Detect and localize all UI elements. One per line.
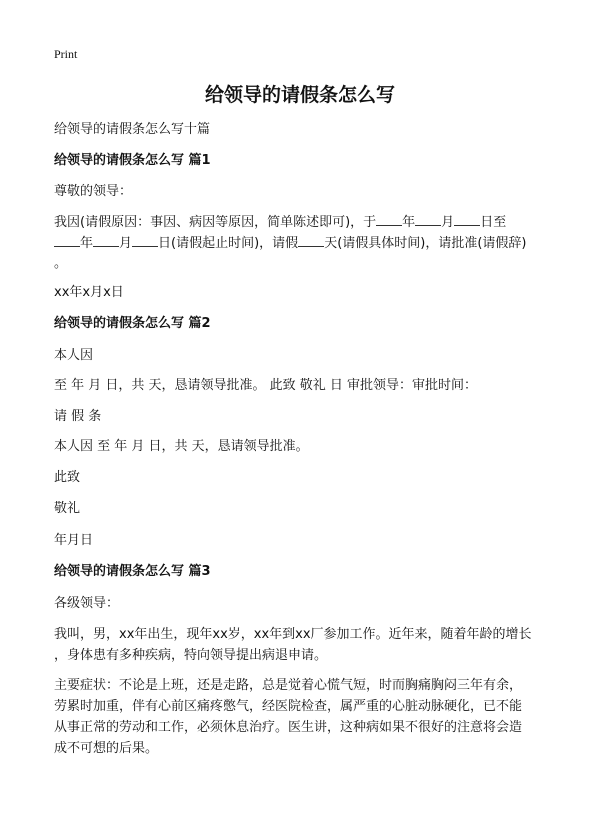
fill-blank: [298, 232, 324, 247]
section3-para1-line: ，身体患有多种疾病，特向领导提出病退申请。: [54, 648, 328, 663]
section3-para2-line: 劳累时加重，伴有心前区痛疼憋气，经医院检查，属严重的心脏动脉硬化，已不能: [54, 699, 523, 714]
document-title: 给领导的请假条怎么写: [204, 84, 395, 106]
section1-greeting: 尊敬的领导：: [54, 184, 133, 199]
section-heading-2: 给领导的请假条怎么写 篇2: [54, 316, 211, 331]
section3-para1-line: 我叫，男，xx年出生，现年xx岁，xx年到xx厂参加工作。近年来，随着年龄的增长: [54, 627, 532, 642]
section1-body-line2: [54, 232, 554, 254]
fill-blank: [376, 211, 402, 226]
document-subtitle: 给领导的请假条怎么写十篇: [54, 122, 211, 137]
fill-blank: [54, 232, 80, 247]
section-heading-1: 给领导的请假条怎么写 篇1: [54, 153, 211, 168]
text-span: 我因(请假原因：事因、病因等原因，简单陈述即可)，于: [54, 215, 377, 230]
section1-body-line3: 。: [54, 256, 68, 271]
text-span: 日至: [480, 215, 507, 230]
section1-date: xx年x月x日: [54, 285, 124, 300]
section2-line: 本人因: [54, 348, 94, 363]
text-span: 年: [402, 215, 416, 230]
print-label: Print: [54, 47, 78, 61]
section3-para2-line: 主要症状：不论是上班，还是走路，总是觉着心慌气短，时而胸痛胸闷三年有余，: [54, 678, 523, 693]
fill-blank: [93, 232, 119, 247]
section2-line: 本人因 至 年 月 日，共 天，恳请领导批准。: [54, 439, 309, 454]
section-heading-3: 给领导的请假条怎么写 篇3: [54, 564, 211, 579]
section2-line: 此致: [54, 470, 81, 485]
section3-para2-line: 从事正常的劳动和工作，必须休息治疗。医生讲，这种病如果不很好的注意将会造: [54, 720, 523, 735]
text-span: 天(请假具体时间)，请批准(请假辞): [324, 236, 527, 251]
text-span: 日(请假起止时间)，请假: [158, 236, 299, 251]
fill-blank: [132, 232, 158, 247]
section2-line: 请 假 条: [54, 409, 102, 424]
section2-line: 敬礼: [54, 501, 81, 516]
fill-blank: [415, 211, 441, 226]
section2-line: 年月日: [54, 533, 94, 548]
section3-para2-line: 成不可想的后果。: [54, 741, 159, 756]
section2-line: 至 年 月 日，共 天，恳请领导批准。 此致 敬礼 日 审批领导：审批时间：: [54, 378, 478, 393]
text-span: 月: [441, 215, 455, 230]
text-span: 年: [80, 236, 94, 251]
text-span: 月: [119, 236, 133, 251]
section1-body-line1: [54, 211, 554, 233]
fill-blank: [454, 211, 480, 226]
section3-greeting: 各级领导：: [54, 596, 120, 611]
